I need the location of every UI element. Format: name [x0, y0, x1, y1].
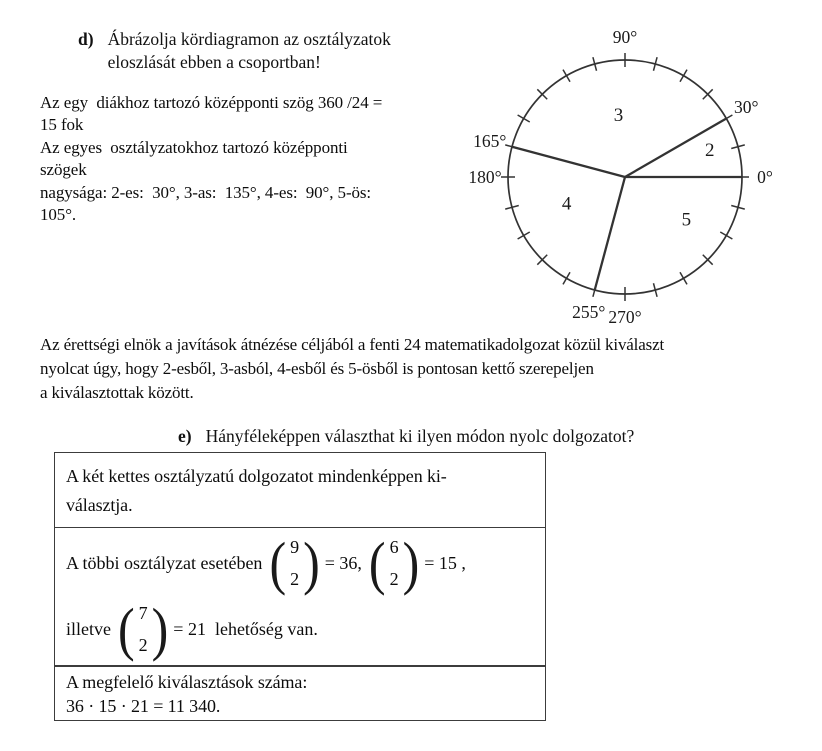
item-d-heading: [78, 28, 458, 74]
math-text: illetve: [66, 618, 111, 639]
angle-label: 165°: [473, 130, 507, 151]
table-row-combinations: [55, 527, 545, 665]
text-line: Az egy diákhoz tartozó középponti szög 360 /24 =: [40, 93, 383, 112]
item-d-marker: d): [78, 29, 94, 49]
item-e-question: Hányféleképpen választhat ki ilyen módon nyolc dolgozatot?: [205, 426, 635, 446]
table-row-result: [55, 665, 545, 720]
item-e-heading: [178, 425, 798, 448]
tick-mark: [720, 232, 732, 239]
binomial-column: [135, 603, 152, 655]
left-paren-icon: (: [117, 595, 135, 663]
binomial-bottom: 2: [290, 569, 300, 589]
angle-label: 30°: [733, 97, 759, 117]
math-text: = 36,: [324, 552, 362, 573]
binomial-bottom: 2: [138, 635, 148, 655]
sector-boundary-line: [512, 147, 625, 177]
text-line: 15 fok: [40, 115, 84, 135]
text-line: Az egyes osztályzatokhoz tartozó középponti: [40, 137, 348, 157]
math-line: [66, 530, 533, 596]
math-text: = 15 ,: [424, 552, 466, 573]
sector-label: 3: [613, 104, 624, 126]
binomial-coefficient: [269, 529, 320, 597]
selection-paragraph: [40, 333, 810, 404]
right-paren-icon: ): [151, 595, 169, 663]
central-angles-paragraph: [40, 92, 480, 226]
pie-chart: [460, 20, 805, 325]
tick-mark: [680, 272, 687, 284]
text-line: Ábrázolja kördiagramon az osztályzatok: [107, 29, 391, 49]
binomial-top: 6: [389, 537, 399, 557]
tick-mark: [518, 115, 530, 122]
math-text: A többi osztályzat esetében: [66, 552, 263, 573]
table-row-given: [55, 453, 545, 527]
left-paren-icon: (: [368, 529, 386, 597]
binomial-top: 7: [138, 603, 148, 623]
sector-label: 5: [681, 209, 692, 231]
binomial-coefficient: [117, 595, 169, 663]
sector-label: 2: [705, 139, 715, 161]
text-line: 36 · 15 · 21 = 11 340.: [66, 695, 221, 716]
pie-chart-svg: [460, 20, 805, 325]
left-paren-icon: (: [269, 529, 287, 597]
angle-label: 0°: [757, 167, 773, 187]
binomial-bottom: 2: [389, 569, 399, 589]
right-paren-icon: ): [303, 529, 320, 597]
item-d-text: [108, 28, 391, 74]
binomial-coefficient: [368, 529, 420, 597]
angle-label: 90°: [612, 27, 638, 47]
binomial-column: [286, 537, 303, 589]
text-line: A két kettes osztályzatú dolgozatot mindenképpen ki-: [66, 466, 447, 486]
text-line: nyolcat úgy, hogy 2-esből, 3-asból, 4-esből és 5-ösből is pontosan kettő szerepeljen: [40, 358, 594, 378]
tick-mark: [518, 232, 530, 239]
tick-mark: [563, 272, 570, 284]
sector-boundary-line: [595, 177, 625, 290]
text-line: eloszlását ebben a csoportban!: [107, 52, 321, 72]
text-line: a kiválasztottak között.: [40, 382, 194, 402]
binomial-column: [386, 537, 403, 589]
math-text: = 21 lehetőség van.: [173, 618, 318, 639]
binomial-top: 9: [290, 537, 300, 557]
right-paren-icon: ): [402, 529, 420, 597]
math-line: [66, 596, 533, 662]
solution-table: [54, 452, 546, 721]
text-line: szögek: [40, 160, 87, 180]
tick-mark: [563, 70, 570, 82]
angle-label: 180°: [468, 167, 502, 187]
tick-mark: [680, 70, 687, 82]
angle-label: 255°: [572, 302, 606, 323]
item-e-marker: e): [178, 426, 192, 446]
text-line: A megfelelő kiválasztások száma:: [66, 672, 308, 692]
text-line: választja.: [66, 495, 133, 515]
text-line: Az érettségi elnök a javítások átnézése céljából a fenti 24 matematikadolgozat közül kiválaszt: [40, 335, 665, 354]
angle-label: 270°: [608, 307, 642, 325]
sector-label: 4: [561, 193, 572, 215]
text-line: nagysága: 2-es: 30°, 3-as: 135°, 4-es: 90°, 5-ös:: [40, 182, 372, 202]
text-line: 105°.: [40, 205, 77, 225]
